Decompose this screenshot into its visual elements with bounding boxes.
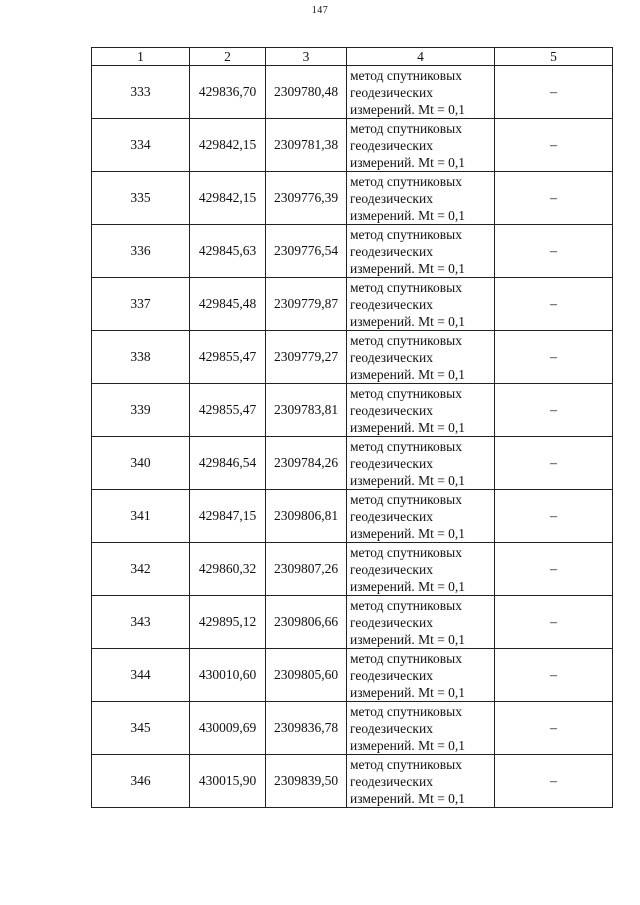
- method-line: измерений. Mt = 0,1: [350, 525, 466, 541]
- column-header-3: 3: [266, 48, 347, 66]
- dash-mark: –: [550, 667, 557, 683]
- x-coordinate-cell: 429860,32: [190, 543, 266, 596]
- method-cell: [347, 543, 495, 596]
- note-cell: [495, 119, 613, 172]
- x-coordinate-cell: 429847,15: [190, 490, 266, 543]
- method-line: геодезических: [350, 561, 433, 577]
- dash-mark: –: [550, 296, 557, 312]
- table-header: [92, 48, 613, 66]
- x-coordinate-cell: 429855,47: [190, 331, 266, 384]
- method-cell: [347, 225, 495, 278]
- method-line: метод спутниковых: [350, 332, 462, 348]
- table-row: [92, 596, 613, 649]
- x-coordinate-cell: 430009,69: [190, 702, 266, 755]
- point-number-cell: 343: [92, 596, 190, 649]
- method-line: метод спутниковых: [350, 491, 462, 507]
- method-cell: [347, 437, 495, 490]
- method-cell: [347, 172, 495, 225]
- point-number-cell: 345: [92, 702, 190, 755]
- method-line: измерений. Mt = 0,1: [350, 737, 466, 753]
- dash-mark: –: [550, 614, 557, 630]
- y-coordinate-cell: 2309806,81: [266, 490, 347, 543]
- note-cell: [495, 755, 613, 808]
- note-cell: [495, 225, 613, 278]
- method-line: геодезических: [350, 84, 433, 100]
- table-row: [92, 278, 613, 331]
- method-cell: [347, 490, 495, 543]
- note-cell: [495, 596, 613, 649]
- note-cell: [495, 278, 613, 331]
- y-coordinate-cell: 2309807,26: [266, 543, 347, 596]
- point-number-cell: 339: [92, 384, 190, 437]
- table-row: [92, 384, 613, 437]
- x-coordinate-cell: 429842,15: [190, 172, 266, 225]
- y-coordinate-cell: 2309805,60: [266, 649, 347, 702]
- note-cell: [495, 649, 613, 702]
- dash-mark: –: [550, 349, 557, 365]
- method-line: измерений. Mt = 0,1: [350, 790, 466, 806]
- method-line: метод спутниковых: [350, 756, 462, 772]
- x-coordinate-cell: 429836,70: [190, 66, 266, 119]
- method-line: метод спутниковых: [350, 438, 462, 454]
- dash-mark: –: [550, 720, 557, 736]
- x-coordinate-cell: 429845,63: [190, 225, 266, 278]
- method-line: измерений. Mt = 0,1: [350, 366, 466, 382]
- point-number-cell: 341: [92, 490, 190, 543]
- table-row: [92, 66, 613, 119]
- dash-mark: –: [550, 243, 557, 259]
- note-cell: [495, 331, 613, 384]
- point-number-cell: 338: [92, 331, 190, 384]
- method-line: метод спутниковых: [350, 120, 462, 136]
- method-line: геодезических: [350, 137, 433, 153]
- note-cell: [495, 384, 613, 437]
- y-coordinate-cell: 2309806,66: [266, 596, 347, 649]
- table-row: [92, 649, 613, 702]
- dash-mark: –: [550, 508, 557, 524]
- x-coordinate-cell: 429855,47: [190, 384, 266, 437]
- point-number-cell: 340: [92, 437, 190, 490]
- column-header-1: 1: [92, 48, 190, 66]
- method-line: метод спутниковых: [350, 650, 462, 666]
- column-header-4: 4: [347, 48, 495, 66]
- table-row: [92, 119, 613, 172]
- y-coordinate-cell: 2309781,38: [266, 119, 347, 172]
- table-row: [92, 702, 613, 755]
- method-line: метод спутниковых: [350, 67, 462, 83]
- y-coordinate-cell: 2309779,27: [266, 331, 347, 384]
- note-cell: [495, 437, 613, 490]
- y-coordinate-cell: 2309779,87: [266, 278, 347, 331]
- x-coordinate-cell: 429895,12: [190, 596, 266, 649]
- method-cell: [347, 755, 495, 808]
- point-number-cell: 344: [92, 649, 190, 702]
- method-cell: [347, 119, 495, 172]
- dash-mark: –: [550, 773, 557, 789]
- method-line: метод спутниковых: [350, 703, 462, 719]
- method-line: метод спутниковых: [350, 279, 462, 295]
- y-coordinate-cell: 2309784,26: [266, 437, 347, 490]
- x-coordinate-cell: 429846,54: [190, 437, 266, 490]
- point-number-cell: 333: [92, 66, 190, 119]
- method-line: геодезических: [350, 720, 433, 736]
- method-line: измерений. Mt = 0,1: [350, 472, 466, 488]
- table-row: [92, 543, 613, 596]
- table-row: [92, 331, 613, 384]
- y-coordinate-cell: 2309780,48: [266, 66, 347, 119]
- method-line: измерений. Mt = 0,1: [350, 313, 466, 329]
- method-line: метод спутниковых: [350, 173, 462, 189]
- header-row: [92, 48, 613, 66]
- method-cell: [347, 596, 495, 649]
- method-line: измерений. Mt = 0,1: [350, 260, 466, 276]
- x-coordinate-cell: 430015,90: [190, 755, 266, 808]
- point-number-cell: 336: [92, 225, 190, 278]
- dash-mark: –: [550, 84, 557, 100]
- method-line: метод спутниковых: [350, 597, 462, 613]
- table-body: [92, 66, 613, 808]
- note-cell: [495, 172, 613, 225]
- table-row: [92, 490, 613, 543]
- method-cell: [347, 702, 495, 755]
- x-coordinate-cell: 429842,15: [190, 119, 266, 172]
- method-cell: [347, 649, 495, 702]
- method-cell: [347, 331, 495, 384]
- method-line: геодезических: [350, 296, 433, 312]
- method-cell: [347, 278, 495, 331]
- y-coordinate-cell: 2309783,81: [266, 384, 347, 437]
- dash-mark: –: [550, 190, 557, 206]
- dash-mark: –: [550, 137, 557, 153]
- point-number-cell: 334: [92, 119, 190, 172]
- method-line: измерений. Mt = 0,1: [350, 578, 466, 594]
- page-number: 147: [311, 5, 329, 16]
- method-line: измерений. Mt = 0,1: [350, 154, 466, 170]
- method-line: геодезических: [350, 190, 433, 206]
- column-header-5: 5: [495, 48, 613, 66]
- method-cell: [347, 384, 495, 437]
- method-line: измерений. Mt = 0,1: [350, 101, 466, 117]
- method-line: геодезических: [350, 455, 433, 471]
- y-coordinate-cell: 2309776,54: [266, 225, 347, 278]
- note-cell: [495, 702, 613, 755]
- y-coordinate-cell: 2309839,50: [266, 755, 347, 808]
- column-header-2: 2: [190, 48, 266, 66]
- method-line: измерений. Mt = 0,1: [350, 207, 466, 223]
- method-line: геодезических: [350, 243, 433, 259]
- table-row: [92, 172, 613, 225]
- table-row: [92, 225, 613, 278]
- note-cell: [495, 66, 613, 119]
- method-line: геодезических: [350, 667, 433, 683]
- method-line: измерений. Mt = 0,1: [350, 419, 466, 435]
- method-line: измерений. Mt = 0,1: [350, 631, 466, 647]
- point-number-cell: 337: [92, 278, 190, 331]
- method-line: метод спутниковых: [350, 226, 462, 242]
- method-cell: [347, 66, 495, 119]
- note-cell: [495, 490, 613, 543]
- table-row: [92, 755, 613, 808]
- point-number-cell: 346: [92, 755, 190, 808]
- method-line: геодезических: [350, 773, 433, 789]
- method-line: метод спутниковых: [350, 385, 462, 401]
- method-line: геодезических: [350, 349, 433, 365]
- table-row: [92, 437, 613, 490]
- method-line: геодезических: [350, 402, 433, 418]
- y-coordinate-cell: 2309776,39: [266, 172, 347, 225]
- x-coordinate-cell: 429845,48: [190, 278, 266, 331]
- dash-mark: –: [550, 455, 557, 471]
- dash-mark: –: [550, 402, 557, 418]
- method-line: геодезических: [350, 614, 433, 630]
- coordinates-table: [91, 47, 613, 808]
- y-coordinate-cell: 2309836,78: [266, 702, 347, 755]
- method-line: метод спутниковых: [350, 544, 462, 560]
- x-coordinate-cell: 430010,60: [190, 649, 266, 702]
- dash-mark: –: [550, 561, 557, 577]
- note-cell: [495, 543, 613, 596]
- method-line: измерений. Mt = 0,1: [350, 684, 466, 700]
- point-number-cell: 335: [92, 172, 190, 225]
- point-number-cell: 342: [92, 543, 190, 596]
- method-line: геодезических: [350, 508, 433, 524]
